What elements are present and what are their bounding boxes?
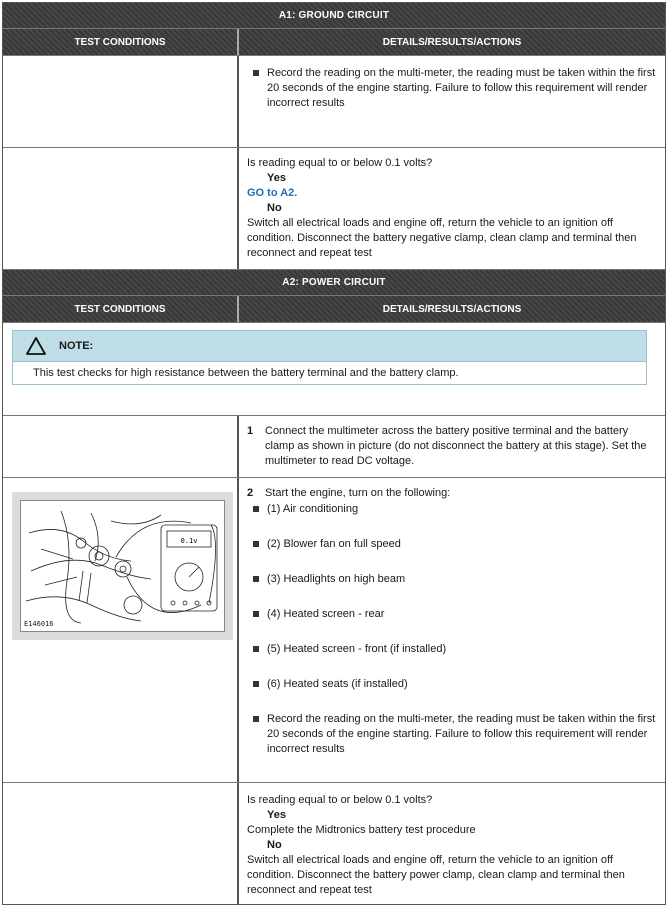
step-2: 2 Start the engine, turn on the following: <box>247 487 451 499</box>
meter-reading: 0.1v <box>180 537 198 545</box>
a2-no-label: No <box>267 839 282 851</box>
a1-result-conditions-cell <box>3 148 239 269</box>
a1-no-label: No <box>267 202 282 214</box>
a2-step1-cell <box>239 416 665 477</box>
square-bullet-icon <box>253 541 259 547</box>
a1-question: Is reading equal to or below 0.1 volts? <box>247 157 433 169</box>
a2-question: Is reading equal to or below 0.1 volts? <box>247 794 433 806</box>
list-item: (6) Heated seats (if installed) <box>247 677 657 692</box>
list-item: (3) Headlights on high beam <box>247 572 657 587</box>
figure-code: E146016 <box>24 620 54 628</box>
battery-multimeter-diagram <box>21 501 224 631</box>
a1-col-details: DETAILS/RESULTS/ACTIONS <box>239 29 665 55</box>
a2-row-step2 <box>3 478 665 783</box>
warning-triangle-icon <box>25 336 47 356</box>
a2-column-headers <box>3 296 665 323</box>
a1-column-headers <box>3 29 665 56</box>
a2-no-action: Switch all electrical loads and engine off, return the vehicle to an ignition off condition. Disconnect the battery power clamp, clean clamp and terminal then reconnect and repeat test <box>247 854 625 896</box>
a1-row-result <box>3 148 665 270</box>
a2-col-test-conditions: TEST CONDITIONS <box>3 296 239 322</box>
a1-details-cell <box>239 56 665 147</box>
a1-result-cell <box>239 148 665 269</box>
list-item: Record the reading on the multi-meter, the reading must be taken within the first 20 seconds of the engine starting. Failure to follow this requirement will render incorrect results <box>247 66 657 111</box>
a2-col-details: DETAILS/RESULTS/ACTIONS <box>239 296 665 322</box>
a2-yes-label: Yes <box>267 809 286 821</box>
a1-col-test-conditions: TEST CONDITIONS <box>3 29 239 55</box>
a1-test-conditions-cell <box>3 56 239 147</box>
square-bullet-icon <box>253 70 259 76</box>
square-bullet-icon <box>253 576 259 582</box>
note-text: This test checks for high resistance between the battery terminal and the battery clamp. <box>12 361 647 385</box>
diagnostic-procedure-sheet <box>2 2 666 905</box>
a2-row-step1 <box>3 416 665 478</box>
square-bullet-icon <box>253 681 259 687</box>
a1-no-action: Switch all electrical loads and engine off, return the vehicle to an ignition off condition. Disconnect the battery negative clamp, clean clamp and terminal then reconnect and repeat test <box>247 217 637 259</box>
a2-yes-action: Complete the Midtronics battery test procedure <box>247 824 476 836</box>
note-box <box>3 323 665 416</box>
a1-section-title: A1: GROUND CIRCUIT <box>3 3 665 29</box>
list-item: (1) Air conditioning <box>247 502 657 517</box>
a2-step2-conditions-cell <box>3 478 239 782</box>
list-item: (2) Blower fan on full speed <box>247 537 657 552</box>
a2-result-conditions-cell <box>3 783 239 904</box>
a2-result-cell <box>239 783 665 904</box>
multimeter-illustration <box>12 492 233 640</box>
step-1: 1 Connect the multimeter across the battery positive terminal and the battery clamp as shown in picture (do not disconnect the battery at this stage). Set the multimeter to read DC voltage. <box>247 425 647 467</box>
a1-yes-label: Yes <box>267 172 286 184</box>
go-to-a2-link[interactable]: GO to A2. <box>247 187 298 199</box>
a2-step1-conditions-cell <box>3 416 239 477</box>
list-item: (4) Heated screen - rear <box>247 607 657 622</box>
note-header <box>12 330 647 361</box>
square-bullet-icon <box>253 716 259 722</box>
square-bullet-icon <box>253 506 259 512</box>
a2-step2-cell <box>239 478 665 782</box>
note-label: NOTE: <box>59 340 94 352</box>
square-bullet-icon <box>253 611 259 617</box>
square-bullet-icon <box>253 646 259 652</box>
a1-row-record <box>3 56 665 148</box>
list-item: Record the reading on the multi-meter, the reading must be taken within the first 20 seconds of the engine starting. Failure to follow this requirement will render incorrect results <box>247 712 657 757</box>
a2-section-title: A2: POWER CIRCUIT <box>3 270 665 296</box>
list-item: (5) Heated screen - front (if installed) <box>247 642 657 657</box>
a2-row-result <box>3 783 665 904</box>
